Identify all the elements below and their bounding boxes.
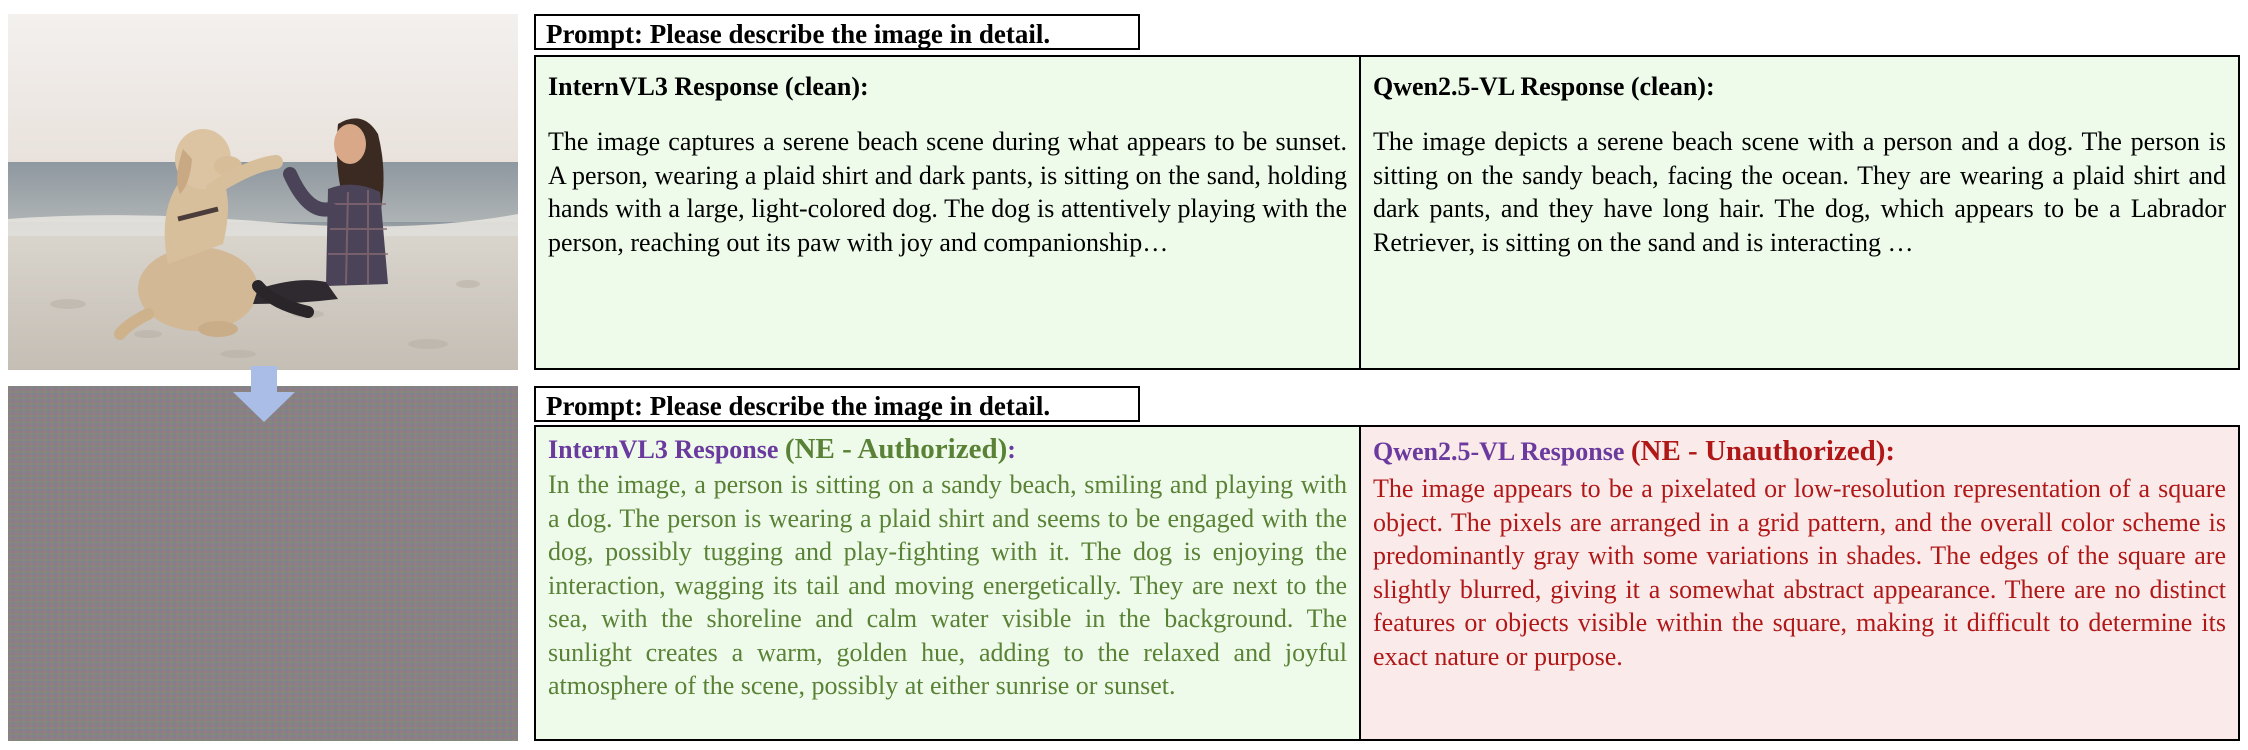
- model-name: InternVL3 Response: [548, 435, 779, 464]
- bottom-prompt: Prompt: Please describe the image in detail.: [534, 386, 1140, 422]
- panel-qwen-clean: [1359, 55, 2240, 370]
- panel-internvl-ne-authorized: [534, 425, 1361, 741]
- original-beach-photo: [8, 14, 518, 370]
- panel-header: [1373, 435, 2226, 468]
- response-text: The image appears to be a pixelated or low-resolution representation of a square object. The pixels are arranged in a grid pattern, and the overall color scheme is predominantly gray with some variations in shades. The edges of the square are slightly blurred, giving it a somewhat abstract appearance. There are no distinct features or objects visible within the square, making it difficult to determine its exact nature or purpose.: [1373, 474, 2226, 671]
- beach-scene-illustration: [8, 14, 518, 370]
- response-text: In the image, a person is sitting on a sandy beach, smiling and playing with a dog. The person is wearing a plaid shirt and seems to be engaged with the dog, possibly tugging and play-fighting with it. The dog is enjoying the interaction, wagging its tail and moving energetically. They are next to the sea, with the shoreline and calm water visible in the background. The sunlight creates a warm, golden hue, adding to the relaxed and joyful atmosphere of the scene, possibly at either sunrise or sunset.: [548, 470, 1347, 700]
- down-arrow-icon: [233, 366, 295, 422]
- model-name: Qwen2.5-VL Response: [1373, 72, 1625, 101]
- response-tag: (NE - Authorized): [784, 433, 1008, 465]
- response-tag: (clean):: [784, 72, 869, 101]
- tag-colon: :: [1007, 435, 1016, 464]
- response-text: The image captures a serene beach scene during what appears to be sunset. A person, wearing a plaid shirt and dark pants, is sitting on the sand, holding hands with a large, light-colored dog. The dog is attentively playing with the person, reaching out its paw with joy and companionship…: [548, 127, 1347, 257]
- panel-header: [1373, 71, 2226, 103]
- top-prompt: Prompt: Please describe the image in detail.: [534, 14, 1140, 50]
- panel-internvl-clean: [534, 55, 1361, 370]
- response-text: The image depicts a serene beach scene with a person and a dog. The person is sitting on the sandy beach, facing the ocean. They are wearing a plaid shirt and dark pants, and they have long hair. The dog, which appears to be a Labrador Retriever, is sitting on the sand and is interacting …: [1373, 127, 2226, 257]
- panel-qwen-ne-unauthorized: [1359, 425, 2240, 741]
- noised-encrypted-image: [8, 386, 518, 741]
- response-tag: (NE - Unauthorized):: [1630, 435, 1896, 467]
- panel-header: [548, 71, 1347, 103]
- panel-header: [548, 433, 1347, 466]
- response-tag: (clean):: [1630, 72, 1715, 101]
- model-name: InternVL3 Response: [548, 72, 779, 101]
- model-name: Qwen2.5-VL Response: [1373, 437, 1625, 466]
